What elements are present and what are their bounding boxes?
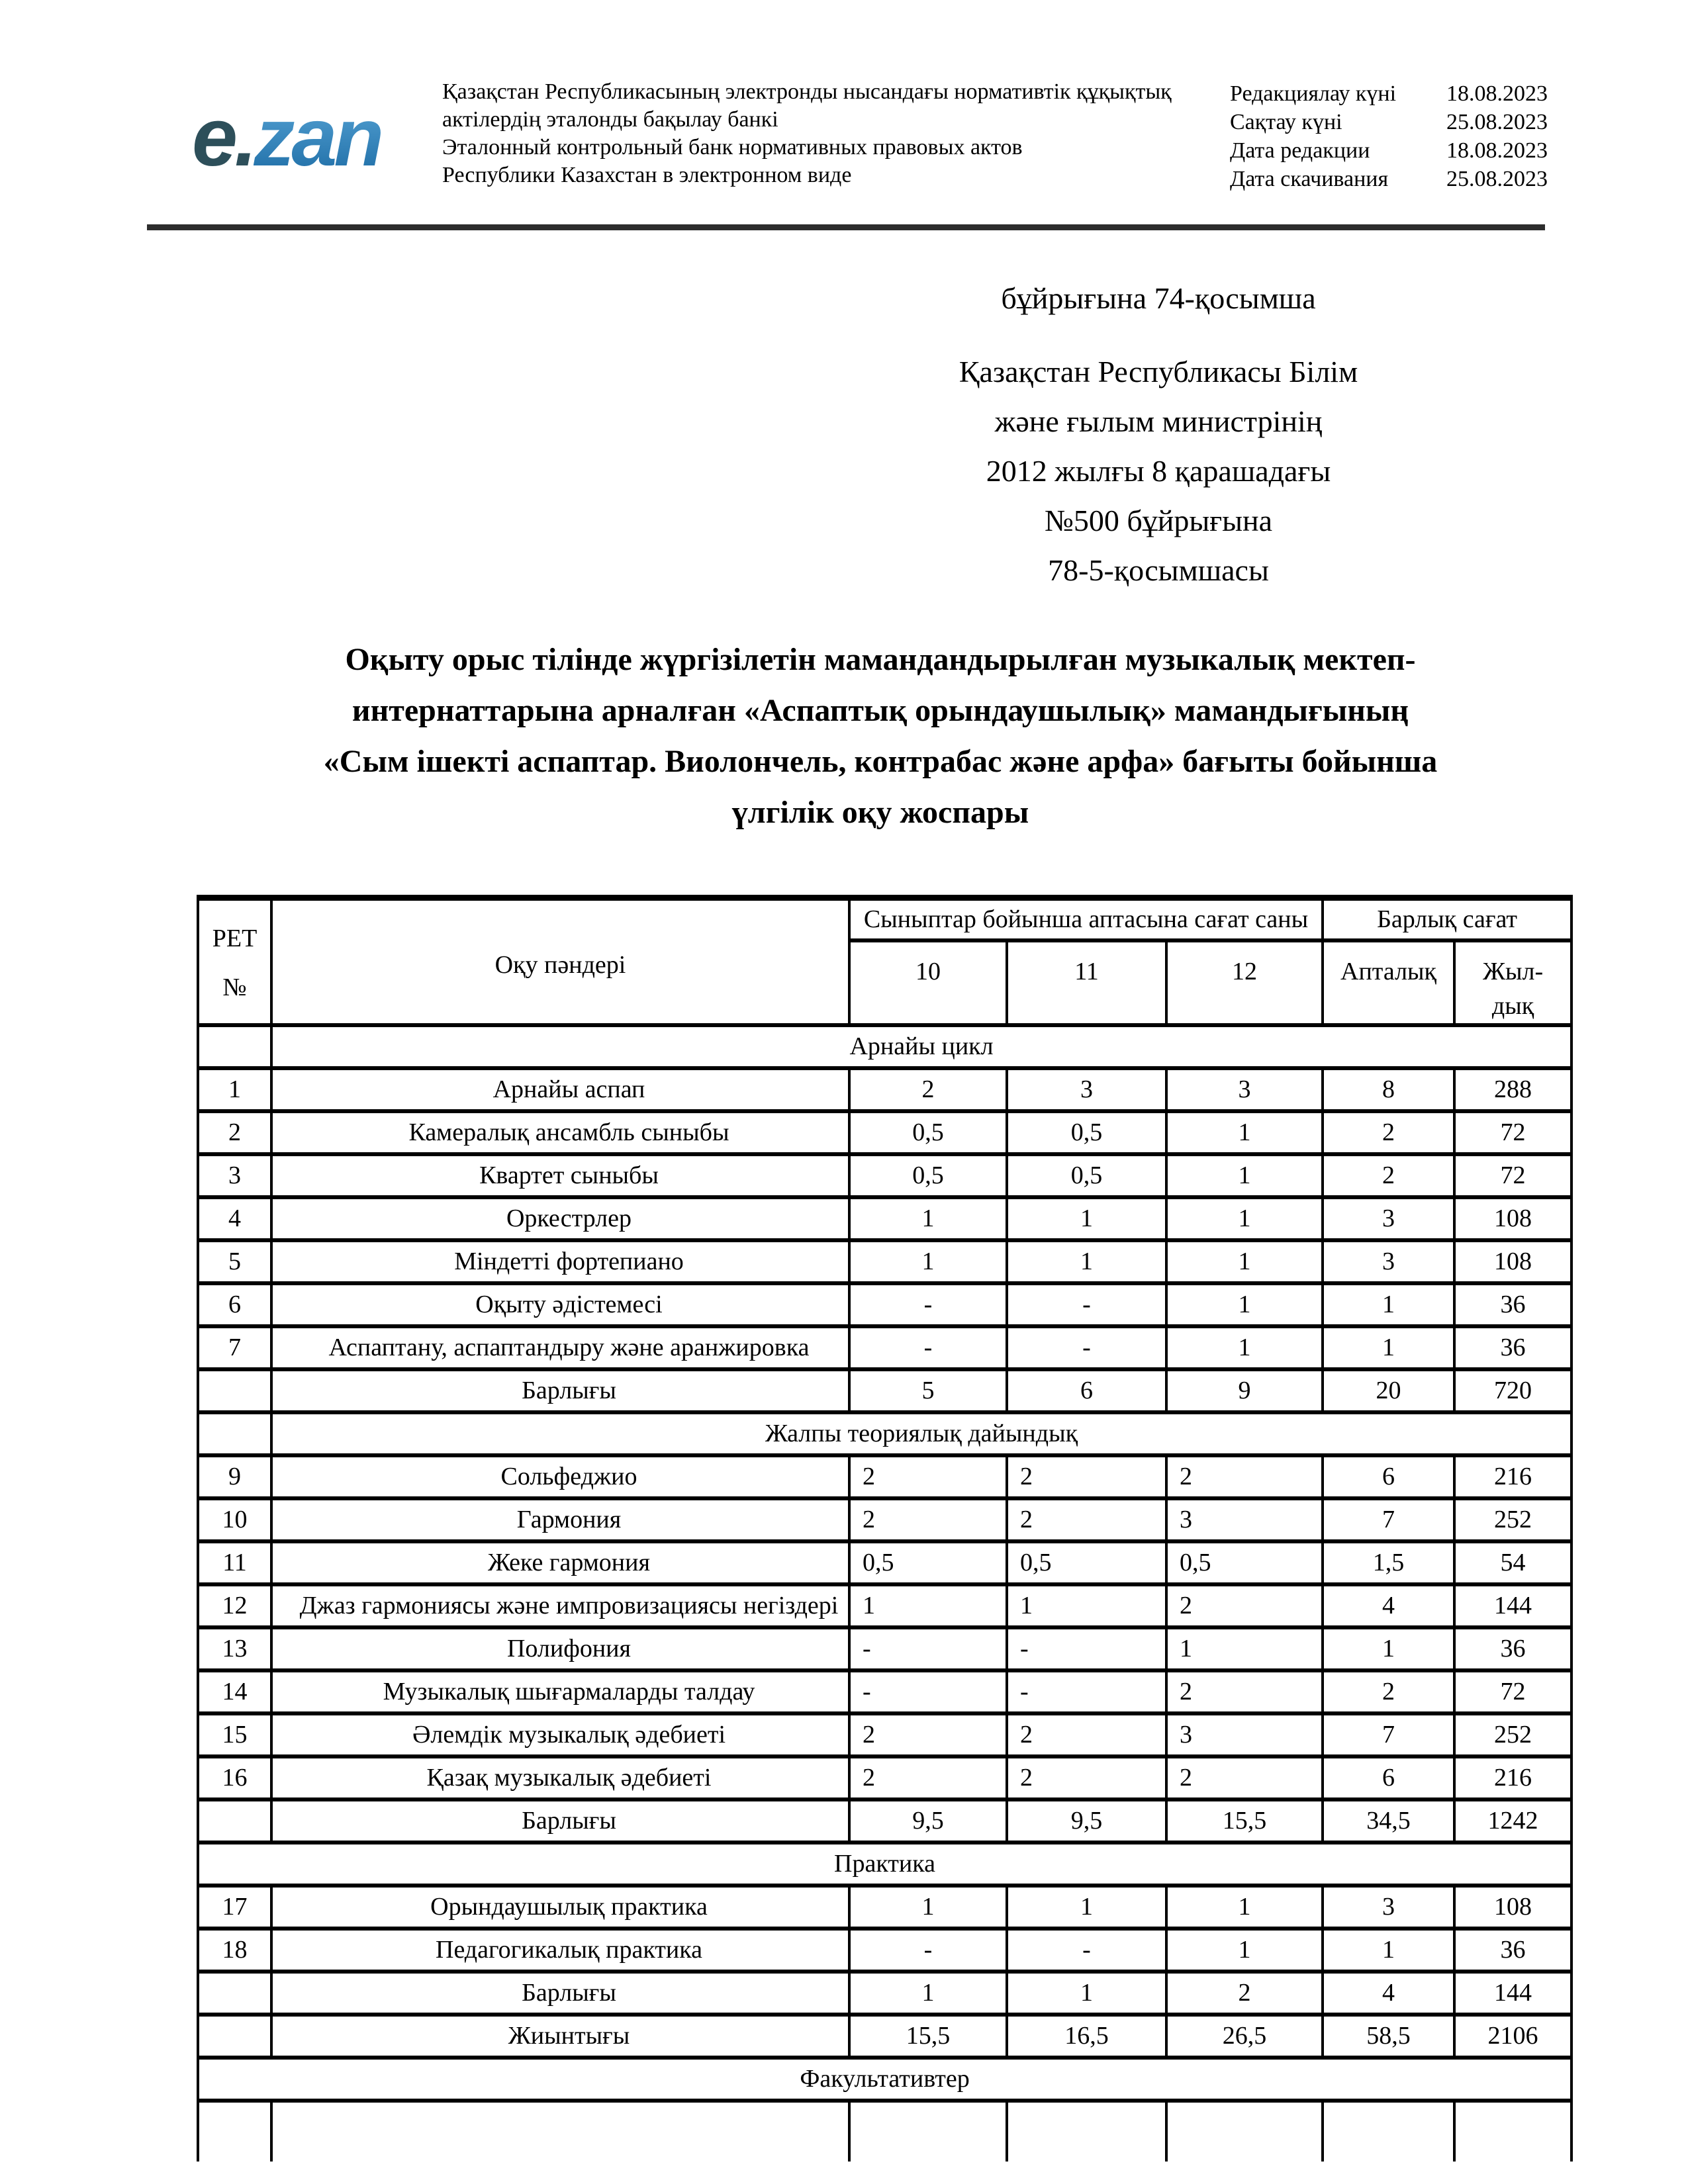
row-subject: Оқыту әдістемесі xyxy=(271,1283,849,1326)
row-subject: Қазақ музыкалық әдебиеті xyxy=(271,1756,849,1799)
org-description xyxy=(442,78,1230,189)
hours-10: 5 xyxy=(849,1369,1007,1412)
curriculum-table xyxy=(197,895,1573,2161)
table-row xyxy=(198,1670,1571,1713)
row-num: 7 xyxy=(198,1326,271,1369)
order-line: Қазақстан Республикасы Білім xyxy=(959,355,1358,388)
hours-yearly: 216 xyxy=(1454,1756,1571,1799)
hours-11: 0,5 xyxy=(1007,1541,1166,1584)
ret-header-line1: РЕТ xyxy=(212,925,258,953)
row-num xyxy=(198,2015,271,2058)
hours-12: 0,5 xyxy=(1166,1541,1323,1584)
table-row xyxy=(198,1068,1571,1111)
hours-10: - xyxy=(849,1326,1007,1369)
table-row xyxy=(198,1541,1571,1584)
table-row-partial xyxy=(198,2101,1571,2161)
row-num: 4 xyxy=(198,1197,271,1240)
meta-value: 18.08.2023 xyxy=(1446,81,1548,106)
hours-12: 2 xyxy=(1166,1756,1323,1799)
row-subject: Музыкалық шығармаларды талдау xyxy=(271,1670,849,1713)
hours-yearly: 108 xyxy=(1454,1240,1571,1283)
class-12-header: 12 xyxy=(1166,940,1323,1025)
order-line: 2012 жылғы 8 қарашадағы xyxy=(986,454,1331,488)
hours-yearly: 108 xyxy=(1454,1197,1571,1240)
page-title-line: «Сым ішекті аспаптар. Виолончель, контрабас және арфа» бағыты бойынша xyxy=(323,744,1438,779)
hours-12: 1 xyxy=(1166,1240,1323,1283)
hours-weekly: 2 xyxy=(1323,1154,1454,1197)
hours-yearly: 108 xyxy=(1454,1886,1571,1929)
row-num: 17 xyxy=(198,1886,271,1929)
page-title-line: Оқыту орыс тілінде жүргізілетін мамандандырылған музыкалық мектеп- xyxy=(345,642,1416,677)
yearly-header xyxy=(1454,940,1571,1025)
table-row xyxy=(198,1455,1571,1498)
total-label: Барлығы xyxy=(271,1799,849,1843)
hours-weekly: 1 xyxy=(1323,1627,1454,1670)
hours-weekly: 58,5 xyxy=(1323,2015,1454,2058)
page-title xyxy=(73,634,1688,838)
hours-10: 9,5 xyxy=(849,1799,1007,1843)
table-row xyxy=(198,1584,1571,1627)
row-subject: Гармония xyxy=(271,1498,849,1541)
meta-label: Сақтау күні xyxy=(1230,110,1342,134)
row-num: 16 xyxy=(198,1756,271,1799)
document-dates xyxy=(1230,79,1548,193)
meta-value: 25.08.2023 xyxy=(1446,167,1548,191)
hours-11: - xyxy=(1007,1670,1166,1713)
row-num: 18 xyxy=(198,1929,271,1972)
meta-label: Редакциялау күні xyxy=(1230,81,1397,106)
hours-weekly: 1,5 xyxy=(1323,1541,1454,1584)
ezan-logo xyxy=(192,92,381,183)
total-group-header: Барлық сағат xyxy=(1323,898,1571,940)
table-row xyxy=(198,1886,1571,1929)
row-num: 9 xyxy=(198,1455,271,1498)
row-num: 10 xyxy=(198,1498,271,1541)
table-row xyxy=(198,1111,1571,1154)
hours-yearly: 72 xyxy=(1454,1670,1571,1713)
hours-weekly: 1 xyxy=(1323,1929,1454,1972)
hours-11: 1 xyxy=(1007,1584,1166,1627)
meta-row xyxy=(1230,136,1548,165)
hours-10: 1 xyxy=(849,1240,1007,1283)
hours-yearly: 36 xyxy=(1454,1627,1571,1670)
hours-yearly: 36 xyxy=(1454,1283,1571,1326)
table-row xyxy=(198,1240,1571,1283)
row-subject: Сольфеджио xyxy=(271,1455,849,1498)
meta-row xyxy=(1230,108,1548,136)
hours-weekly: 2 xyxy=(1323,1670,1454,1713)
hours-12: 1 xyxy=(1166,1197,1323,1240)
header-divider xyxy=(147,224,1545,230)
meta-row xyxy=(1230,79,1548,108)
hours-group-header: Сыныптар бойынша аптасына сағат саны xyxy=(849,898,1323,940)
row-num: 3 xyxy=(198,1154,271,1197)
table-row xyxy=(198,1713,1571,1756)
org-line: Эталонный контрольный банк нормативных правовых актов xyxy=(442,135,1023,159)
hours-weekly: 8 xyxy=(1323,1068,1454,1111)
hours-12: 2 xyxy=(1166,1455,1323,1498)
hours-10: 15,5 xyxy=(849,2015,1007,2058)
order-line: 78-5-қосымшасы xyxy=(1048,553,1269,587)
hours-12: 1 xyxy=(1166,1283,1323,1326)
hours-10: 2 xyxy=(849,1068,1007,1111)
total-label: Барлығы xyxy=(271,1972,849,2015)
hours-10: 1 xyxy=(849,1972,1007,2015)
hours-weekly: 4 xyxy=(1323,1972,1454,2015)
row-subject: Оркестрлер xyxy=(271,1197,849,1240)
hours-weekly: 2 xyxy=(1323,1111,1454,1154)
hours-yearly: 144 xyxy=(1454,1972,1571,2015)
hours-10: 2 xyxy=(849,1713,1007,1756)
subject-header: Оқу пәндері xyxy=(271,898,849,1025)
order-reference xyxy=(629,278,1688,595)
hours-10: - xyxy=(849,1627,1007,1670)
table-row xyxy=(198,1197,1571,1240)
hours-yearly: 36 xyxy=(1454,1326,1571,1369)
row-subject: Камералық ансамбль сыныбы xyxy=(271,1111,849,1154)
hours-12: 1 xyxy=(1166,1154,1323,1197)
meta-value: 18.08.2023 xyxy=(1446,138,1548,163)
section-row xyxy=(198,1843,1571,1886)
table-row xyxy=(198,1627,1571,1670)
hours-12: 9 xyxy=(1166,1369,1323,1412)
hours-weekly: 1 xyxy=(1323,1283,1454,1326)
table-row xyxy=(198,1756,1571,1799)
row-subject: Квартет сыныбы xyxy=(271,1154,849,1197)
table-row xyxy=(198,1929,1571,1972)
meta-label: Дата редакции xyxy=(1230,138,1370,163)
page-title-line: интернаттарына арналған «Аспаптық орындаушылық» мамандығының xyxy=(352,693,1409,728)
hours-weekly: 20 xyxy=(1323,1369,1454,1412)
meta-label: Дата скачивания xyxy=(1230,167,1389,191)
hours-12: 1 xyxy=(1166,1627,1323,1670)
section-label: Арнайы цикл xyxy=(271,1025,1571,1068)
org-line: актілердің эталонды бақылау банкі xyxy=(442,107,778,132)
row-subject: Әлемдік музыкалық әдебиеті xyxy=(271,1713,849,1756)
hours-11: 6 xyxy=(1007,1369,1166,1412)
meta-row xyxy=(1230,165,1548,193)
row-num xyxy=(198,1799,271,1843)
table-row xyxy=(198,1283,1571,1326)
section-row xyxy=(198,2058,1571,2101)
hours-11: 3 xyxy=(1007,1068,1166,1111)
row-num xyxy=(198,1972,271,2015)
hours-10: 2 xyxy=(849,1455,1007,1498)
row-num: 13 xyxy=(198,1627,271,1670)
hours-12: 1 xyxy=(1166,1111,1323,1154)
hours-yearly: 252 xyxy=(1454,1498,1571,1541)
hours-11: 2 xyxy=(1007,1756,1166,1799)
hours-11: 2 xyxy=(1007,1498,1166,1541)
curriculum-table-wrap xyxy=(197,895,1572,2161)
yearly-header-line1: Жыл- xyxy=(1482,957,1544,985)
row-subject: Педагогикалық практика xyxy=(271,1929,849,1972)
section-label: Практика xyxy=(198,1843,1571,1886)
ret-header-line2: № xyxy=(222,974,247,1002)
hours-yearly: 54 xyxy=(1454,1541,1571,1584)
order-line: және ғылым министрінің xyxy=(994,404,1323,438)
hours-10: 0,5 xyxy=(849,1541,1007,1584)
row-subject: Арнайы аспап xyxy=(271,1068,849,1111)
total-row xyxy=(198,1972,1571,2015)
hours-yearly: 2106 xyxy=(1454,2015,1571,2058)
class-10-header: 10 xyxy=(849,940,1007,1025)
hours-11: - xyxy=(1007,1627,1166,1670)
hours-11: 0,5 xyxy=(1007,1111,1166,1154)
hours-10: 0,5 xyxy=(849,1154,1007,1197)
table-header-row-1 xyxy=(198,898,1571,940)
hours-12: 2 xyxy=(1166,1584,1323,1627)
hours-11: 2 xyxy=(1007,1455,1166,1498)
hours-10: 1 xyxy=(849,1584,1007,1627)
hours-12: 3 xyxy=(1166,1068,1323,1111)
total-label: Жиынтығы xyxy=(271,2015,849,2058)
hours-12: 1 xyxy=(1166,1326,1323,1369)
row-num: 6 xyxy=(198,1283,271,1326)
hours-weekly: 34,5 xyxy=(1323,1799,1454,1843)
class-11-header: 11 xyxy=(1007,940,1166,1025)
section-label: Жалпы теориялық дайындық xyxy=(271,1412,1571,1455)
hours-12: 2 xyxy=(1166,1670,1323,1713)
hours-yearly: 144 xyxy=(1454,1584,1571,1627)
row-num: 12 xyxy=(198,1584,271,1627)
hours-12: 26,5 xyxy=(1166,2015,1323,2058)
hours-yearly: 252 xyxy=(1454,1713,1571,1756)
hours-weekly: 1 xyxy=(1323,1326,1454,1369)
org-line: Республики Казахстан в электронном виде xyxy=(442,163,852,187)
page-title-line: үлгілік оқу жоспары xyxy=(731,795,1029,830)
org-line: Қазақстан Республикасының электронды нысандағы нормативтік құқықтық xyxy=(442,79,1172,104)
row-subject: Джаз гармониясы және импровизациясы негіздері xyxy=(271,1584,849,1627)
row-num: 15 xyxy=(198,1713,271,1756)
hours-yearly: 288 xyxy=(1454,1068,1571,1111)
row-subject: Аспаптану, аспаптандыру және аранжировка xyxy=(271,1326,849,1369)
row-subject: Жеке гармония xyxy=(271,1541,849,1584)
hours-12: 1 xyxy=(1166,1886,1323,1929)
hours-10: - xyxy=(849,1283,1007,1326)
hours-10: - xyxy=(849,1670,1007,1713)
yearly-header-line2: дық xyxy=(1491,991,1534,1020)
table-row xyxy=(198,1154,1571,1197)
table-row xyxy=(198,1326,1571,1369)
order-line: №500 бұйрығына xyxy=(1044,504,1273,537)
hours-11: 1 xyxy=(1007,1197,1166,1240)
row-subject: Полифония xyxy=(271,1627,849,1670)
hours-weekly: 4 xyxy=(1323,1584,1454,1627)
hours-10: 0,5 xyxy=(849,1111,1007,1154)
hours-yearly: 216 xyxy=(1454,1455,1571,1498)
hours-yearly: 72 xyxy=(1454,1154,1571,1197)
hours-weekly: 3 xyxy=(1323,1886,1454,1929)
appendix-line: бұйрығына 74-қосымша xyxy=(1001,281,1316,315)
hours-12: 15,5 xyxy=(1166,1799,1323,1843)
hours-11: - xyxy=(1007,1929,1166,1972)
row-num xyxy=(198,1369,271,1412)
hours-12: 3 xyxy=(1166,1498,1323,1541)
hours-yearly: 1242 xyxy=(1454,1799,1571,1843)
hours-yearly: 720 xyxy=(1454,1369,1571,1412)
hours-weekly: 7 xyxy=(1323,1713,1454,1756)
section-label: Факультативтер xyxy=(198,2058,1571,2101)
row-subject: Міндетті фортепиано xyxy=(271,1240,849,1283)
row-num: 11 xyxy=(198,1541,271,1584)
hours-10: 2 xyxy=(849,1498,1007,1541)
table-row xyxy=(198,1498,1571,1541)
grand-total-row xyxy=(198,2015,1571,2058)
hours-11: - xyxy=(1007,1283,1166,1326)
section-ret-cell xyxy=(198,1025,271,1068)
row-num: 14 xyxy=(198,1670,271,1713)
ezan-logo-suffix: zan xyxy=(254,92,381,183)
weekly-header: Апталық xyxy=(1323,940,1454,1025)
total-label: Барлығы xyxy=(271,1369,849,1412)
hours-11: 1 xyxy=(1007,1240,1166,1283)
total-row xyxy=(198,1369,1571,1412)
ret-header xyxy=(198,898,271,1025)
row-num: 5 xyxy=(198,1240,271,1283)
hours-12: 1 xyxy=(1166,1929,1323,1972)
hours-10: - xyxy=(849,1929,1007,1972)
meta-value: 25.08.2023 xyxy=(1446,110,1548,134)
row-num: 2 xyxy=(198,1111,271,1154)
hours-10: 2 xyxy=(849,1756,1007,1799)
row-num: 1 xyxy=(198,1068,271,1111)
hours-10: 1 xyxy=(849,1886,1007,1929)
hours-weekly: 3 xyxy=(1323,1240,1454,1283)
hours-11: 2 xyxy=(1007,1713,1166,1756)
hours-10: 1 xyxy=(849,1197,1007,1240)
hours-11: - xyxy=(1007,1326,1166,1369)
section-ret-cell xyxy=(198,1412,271,1455)
section-row xyxy=(198,1412,1571,1455)
section-row xyxy=(198,1025,1571,1068)
hours-weekly: 6 xyxy=(1323,1756,1454,1799)
hours-yearly: 72 xyxy=(1454,1111,1571,1154)
hours-11: 16,5 xyxy=(1007,2015,1166,2058)
hours-11: 1 xyxy=(1007,1886,1166,1929)
hours-weekly: 6 xyxy=(1323,1455,1454,1498)
total-row xyxy=(198,1799,1571,1843)
row-subject: Орындаушылық практика xyxy=(271,1886,849,1929)
hours-11: 9,5 xyxy=(1007,1799,1166,1843)
hours-weekly: 3 xyxy=(1323,1197,1454,1240)
hours-weekly: 7 xyxy=(1323,1498,1454,1541)
hours-12: 3 xyxy=(1166,1713,1323,1756)
hours-11: 0,5 xyxy=(1007,1154,1166,1197)
hours-yearly: 36 xyxy=(1454,1929,1571,1972)
hours-12: 2 xyxy=(1166,1972,1323,2015)
ezan-logo-prefix: e. xyxy=(192,92,254,183)
hours-11: 1 xyxy=(1007,1972,1166,2015)
